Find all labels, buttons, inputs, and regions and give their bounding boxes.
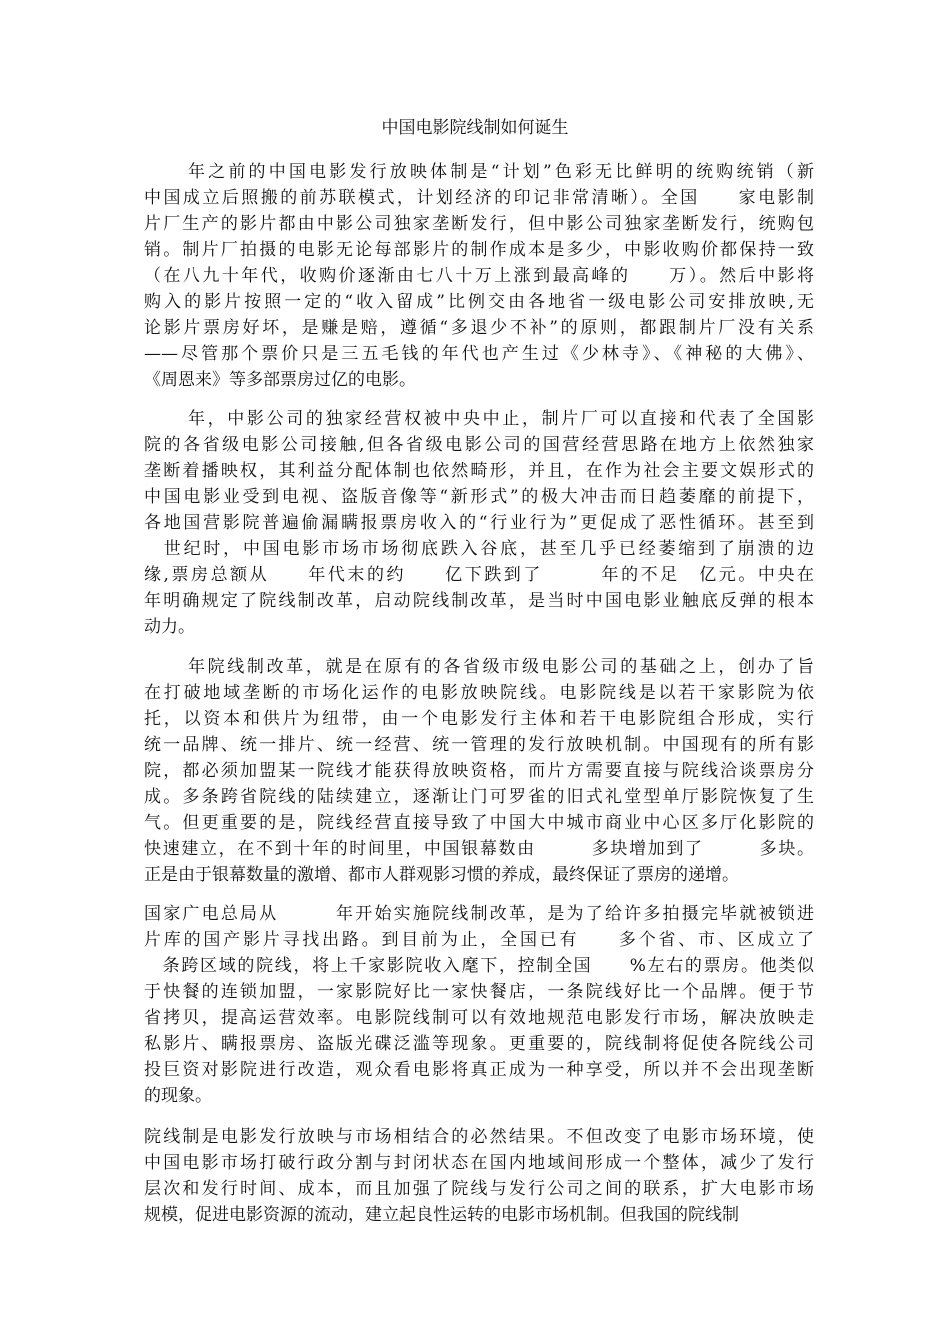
paragraph-3-line: 在打破地域垄断的市场化运作的电影放映院线。电影院线是以若干家影院为依: [144, 683, 814, 703]
paragraph-2-line: 院的各省级电影公司接触,但各省级电影公司的国营经营思路在地方上依然独家: [144, 435, 814, 455]
paragraph-2-line: 年，中影公司的独家经营权被中央中止，制片厂可以直接和代表了全国影: [188, 409, 814, 429]
document-title: 中国电影院线制如何诞生: [381, 118, 569, 138]
paragraph-5-line: 层次和发行时间、成本，而且加强了院线与发行公司之间的联系，扩大电影市场: [144, 1179, 814, 1199]
paragraph-4-line: 条跨区域的院线，将上千家影院收入麾下，控制全国 %左右的票房。他类似: [144, 956, 814, 976]
paragraph-4-line: 的现象。: [144, 1086, 212, 1106]
paragraph-2-line: 动力。: [144, 617, 195, 637]
paragraph-1-line: 销。制片厂拍摄的电影无论每部影片的制作成本是多少，中影收购价都保持一致: [144, 240, 814, 260]
paragraph-1-line: 论影片票房好坏，是赚是赔，遵循“多退少不补”的原则，都跟制片厂没有关系: [144, 318, 814, 338]
paragraph-2-line: 缘,票房总额从 年代末的约 亿下跌到了 年的不足 亿元。中央在: [144, 565, 814, 585]
paragraph-1-line: （在八九十年代，收购价逐渐由七八十万上涨到最高峰的 万）。然后中影将: [144, 266, 814, 286]
paragraph-5-line: 中国电影市场打破行政分割与封闭状态在国内地域间形成一个整体，减少了发行: [144, 1153, 814, 1173]
paragraph-3-line: 气。但更重要的是，院线经营直接导致了中国大中城市商业中心区多厅化影院的: [144, 813, 814, 833]
paragraph-5-line: 规模，促进电影资源的流动，建立起良性运转的电影市场机制。但我国的院线制: [144, 1205, 739, 1225]
paragraph-4-line: 国家广电总局从 年开始实施院线制改革，是为了给许多拍摄完毕就被锁进: [144, 904, 814, 924]
paragraph-3-line: 托，以资本和供片为纽带，由一个电影发行主体和若干电影院组合形成，实行: [144, 709, 814, 729]
paragraph-3-line: 院，都必须加盟某一院线才能获得放映资格，而片方需要直接与院线洽谈票房分: [144, 761, 814, 781]
paragraph-5-line: 院线制是电影发行放映与市场相结合的必然结果。不但改变了电影市场环境，使: [144, 1127, 814, 1147]
paragraph-1-line: 片厂生产的影片都由中影公司独家垄断发行，但中影公司独家垄断发行，统购包: [144, 214, 814, 234]
paragraph-2-line: 年明确规定了院线制改革，启动院线制改革，是当时中国电影业触底反弹的根本: [144, 591, 814, 611]
paragraph-1-line: 中国成立后照搬的前苏联模式，计划经济的印记非常清晰）。全国 家电影制: [144, 188, 814, 208]
paragraph-4-line: 投巨资对影院进行改造，观众看电影将真正成为一种享受，所以并不会出现垄断: [144, 1060, 814, 1080]
paragraph-2-line: 中国电影业受到电视、盗版音像等“新形式”的极大冲击而日趋萎靡的前提下，: [144, 487, 814, 507]
paragraph-1-line: ——尽管那个票价只是三五毛钱的年代也产生过《少林寺》、《神秘的大佛》、: [144, 344, 814, 364]
paragraph-4-line: 省拷贝，提高运营效率。电影院线制可以有效地规范电影发行市场，解决放映走: [144, 1008, 814, 1028]
paragraph-2-line: 垄断着播映权，其利益分配体制也依然畸形，并且，在作为社会主要文娱形式的: [144, 461, 814, 481]
paragraph-3-line: 正是由于银幕数量的激增、都市人群观影习惯的养成，最终保证了票房的递增。: [144, 865, 739, 885]
paragraph-3-line: 成。多条跨省院线的陆续建立，逐渐让门可罗雀的旧式礼堂型单厅影院恢复了生: [144, 787, 814, 807]
paragraph-4-line: 私影片、瞒报票房、盗版光碟泛滥等现象。更重要的，院线制将促使各院线公司: [144, 1034, 814, 1054]
paragraph-1-line: 《周恩来》等多部票房过亿的电影。: [144, 370, 416, 390]
paragraph-3-line: 统一品牌、统一排片、统一经营、统一管理的发行放映机制。中国现有的所有影: [144, 735, 814, 755]
paragraph-4-line: 于快餐的连锁加盟，一家影院好比一家快餐店，一条院线好比一个品牌。便于节: [144, 982, 814, 1002]
paragraph-4-line: 片库的国产影片寻找出路。到目前为止，全国已有 多个省、市、区成立了: [144, 930, 814, 950]
paragraph-1-line: 年之前的中国电影发行放映体制是“计划”色彩无比鲜明的统购统销（新: [188, 162, 814, 182]
paragraph-3-line: 快速建立，在不到十年的时间里，中国银幕数由 多块增加到了 多块。: [144, 839, 814, 859]
paragraph-3-line: 年院线制改革，就是在原有的各省级市级电影公司的基础之上，创办了旨: [188, 657, 814, 677]
paragraph-2-line: 世纪时，中国电影市场市场彻底跌入谷底，甚至几乎已经萎缩到了崩溃的边: [144, 539, 814, 559]
paragraph-1-line: 购入的影片按照一定的“收入留成”比例交由各地省一级电影公司安排放映,无: [144, 292, 814, 312]
paragraph-2-line: 各地国营影院普遍偷漏瞒报票房收入的“行业行为”更促成了恶性循环。甚至到: [144, 513, 814, 533]
